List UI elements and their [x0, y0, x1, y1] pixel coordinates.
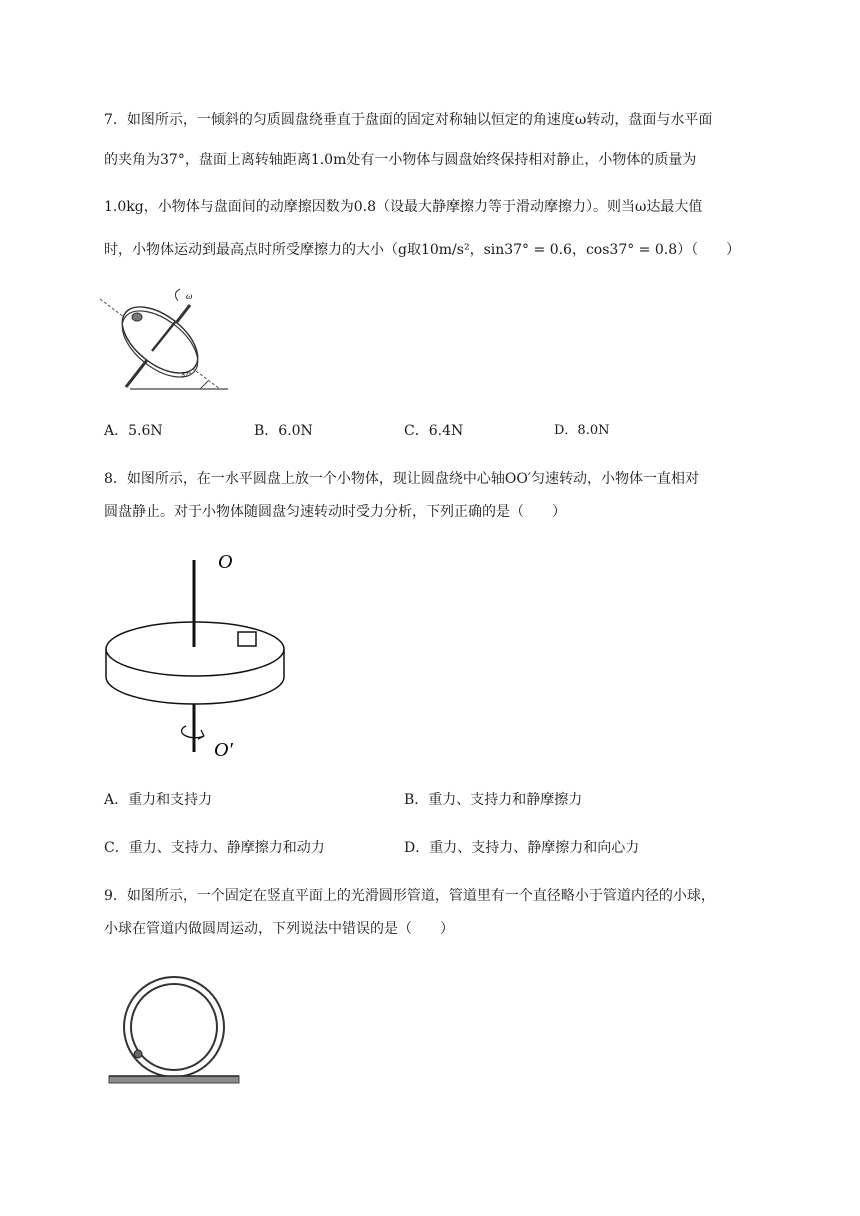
q8-line-1: 8．如图所示，在一水平圆盘上放一个小物体，现让圆盘绕中心轴OO′匀速转动，小物体一直相对 — [104, 471, 700, 487]
q7-option-d[interactable]: D．8.0N — [554, 423, 610, 438]
ground-base — [109, 1076, 239, 1083]
q7-figure-tilted-disk — [100, 285, 230, 395]
rotation-arrow — [175, 289, 180, 301]
ball — [134, 1050, 142, 1058]
angle-label: 37° — [181, 372, 192, 379]
tube-inner-wall — [131, 984, 217, 1070]
angle-tick — [200, 381, 208, 389]
q7-line-3: 1.0kg，小物体与盘面间的动摩擦因数为0.8（设最大静摩擦力等于滑动摩擦力）。则当ω达最大值 — [104, 199, 703, 215]
q7-option-c[interactable]: C．6.4N — [404, 423, 464, 439]
q9-line-2: 小球在管道内做圆周运动，下列说法中错误的是（ ） — [104, 921, 454, 937]
small-object — [132, 313, 142, 321]
small-block — [238, 632, 256, 646]
q9-figure-circular-tube — [105, 975, 245, 1090]
q9-line-1: 9．如图所示，一个固定在竖直平面上的光滑圆形管道，管道里有一个直径略小于管道内径的小球， — [104, 888, 715, 904]
q8-option-c[interactable]: C．重力、支持力、静摩擦力和动力 — [104, 840, 325, 856]
q7-line-2: 的夹角为37°，盘面上离转轴距离1.0m处有一小物体与圆盘始终保持相对静止，小物体的质量为 — [104, 152, 697, 168]
omega-label: ω — [186, 291, 193, 301]
q7-option-b[interactable]: B．6.0N — [254, 423, 313, 439]
axis-top-label: O — [218, 551, 233, 573]
q8-option-a[interactable]: A．重力和支持力 — [104, 792, 213, 808]
q7-option-a[interactable]: A．5.6N — [104, 423, 163, 439]
q8-option-b[interactable]: B．重力、支持力和静摩擦力 — [404, 792, 583, 808]
axis-bottom-label: O′ — [214, 739, 233, 761]
q8-figure-horizontal-disk — [100, 540, 300, 770]
q8-option-d[interactable]: D．重力、支持力、静摩擦力和向心力 — [404, 840, 640, 856]
q7-line-1: 7．如图所示，一倾斜的匀质圆盘绕垂直于盘面的固定对称轴以恒定的角速度ω转动，盘面与水平面 — [104, 112, 713, 128]
tube-outer-wall — [124, 977, 224, 1077]
q7-line-4: 时，小物体运动到最高点时所受摩擦力的大小（g取10m/s²，sin37° = 0.6，cos37° = 0.8）（ ） — [104, 242, 741, 258]
q8-line-2: 圆盘静止。对于小物体随圆盘匀速转动时受力分析，下列正确的是（ ） — [104, 504, 566, 520]
